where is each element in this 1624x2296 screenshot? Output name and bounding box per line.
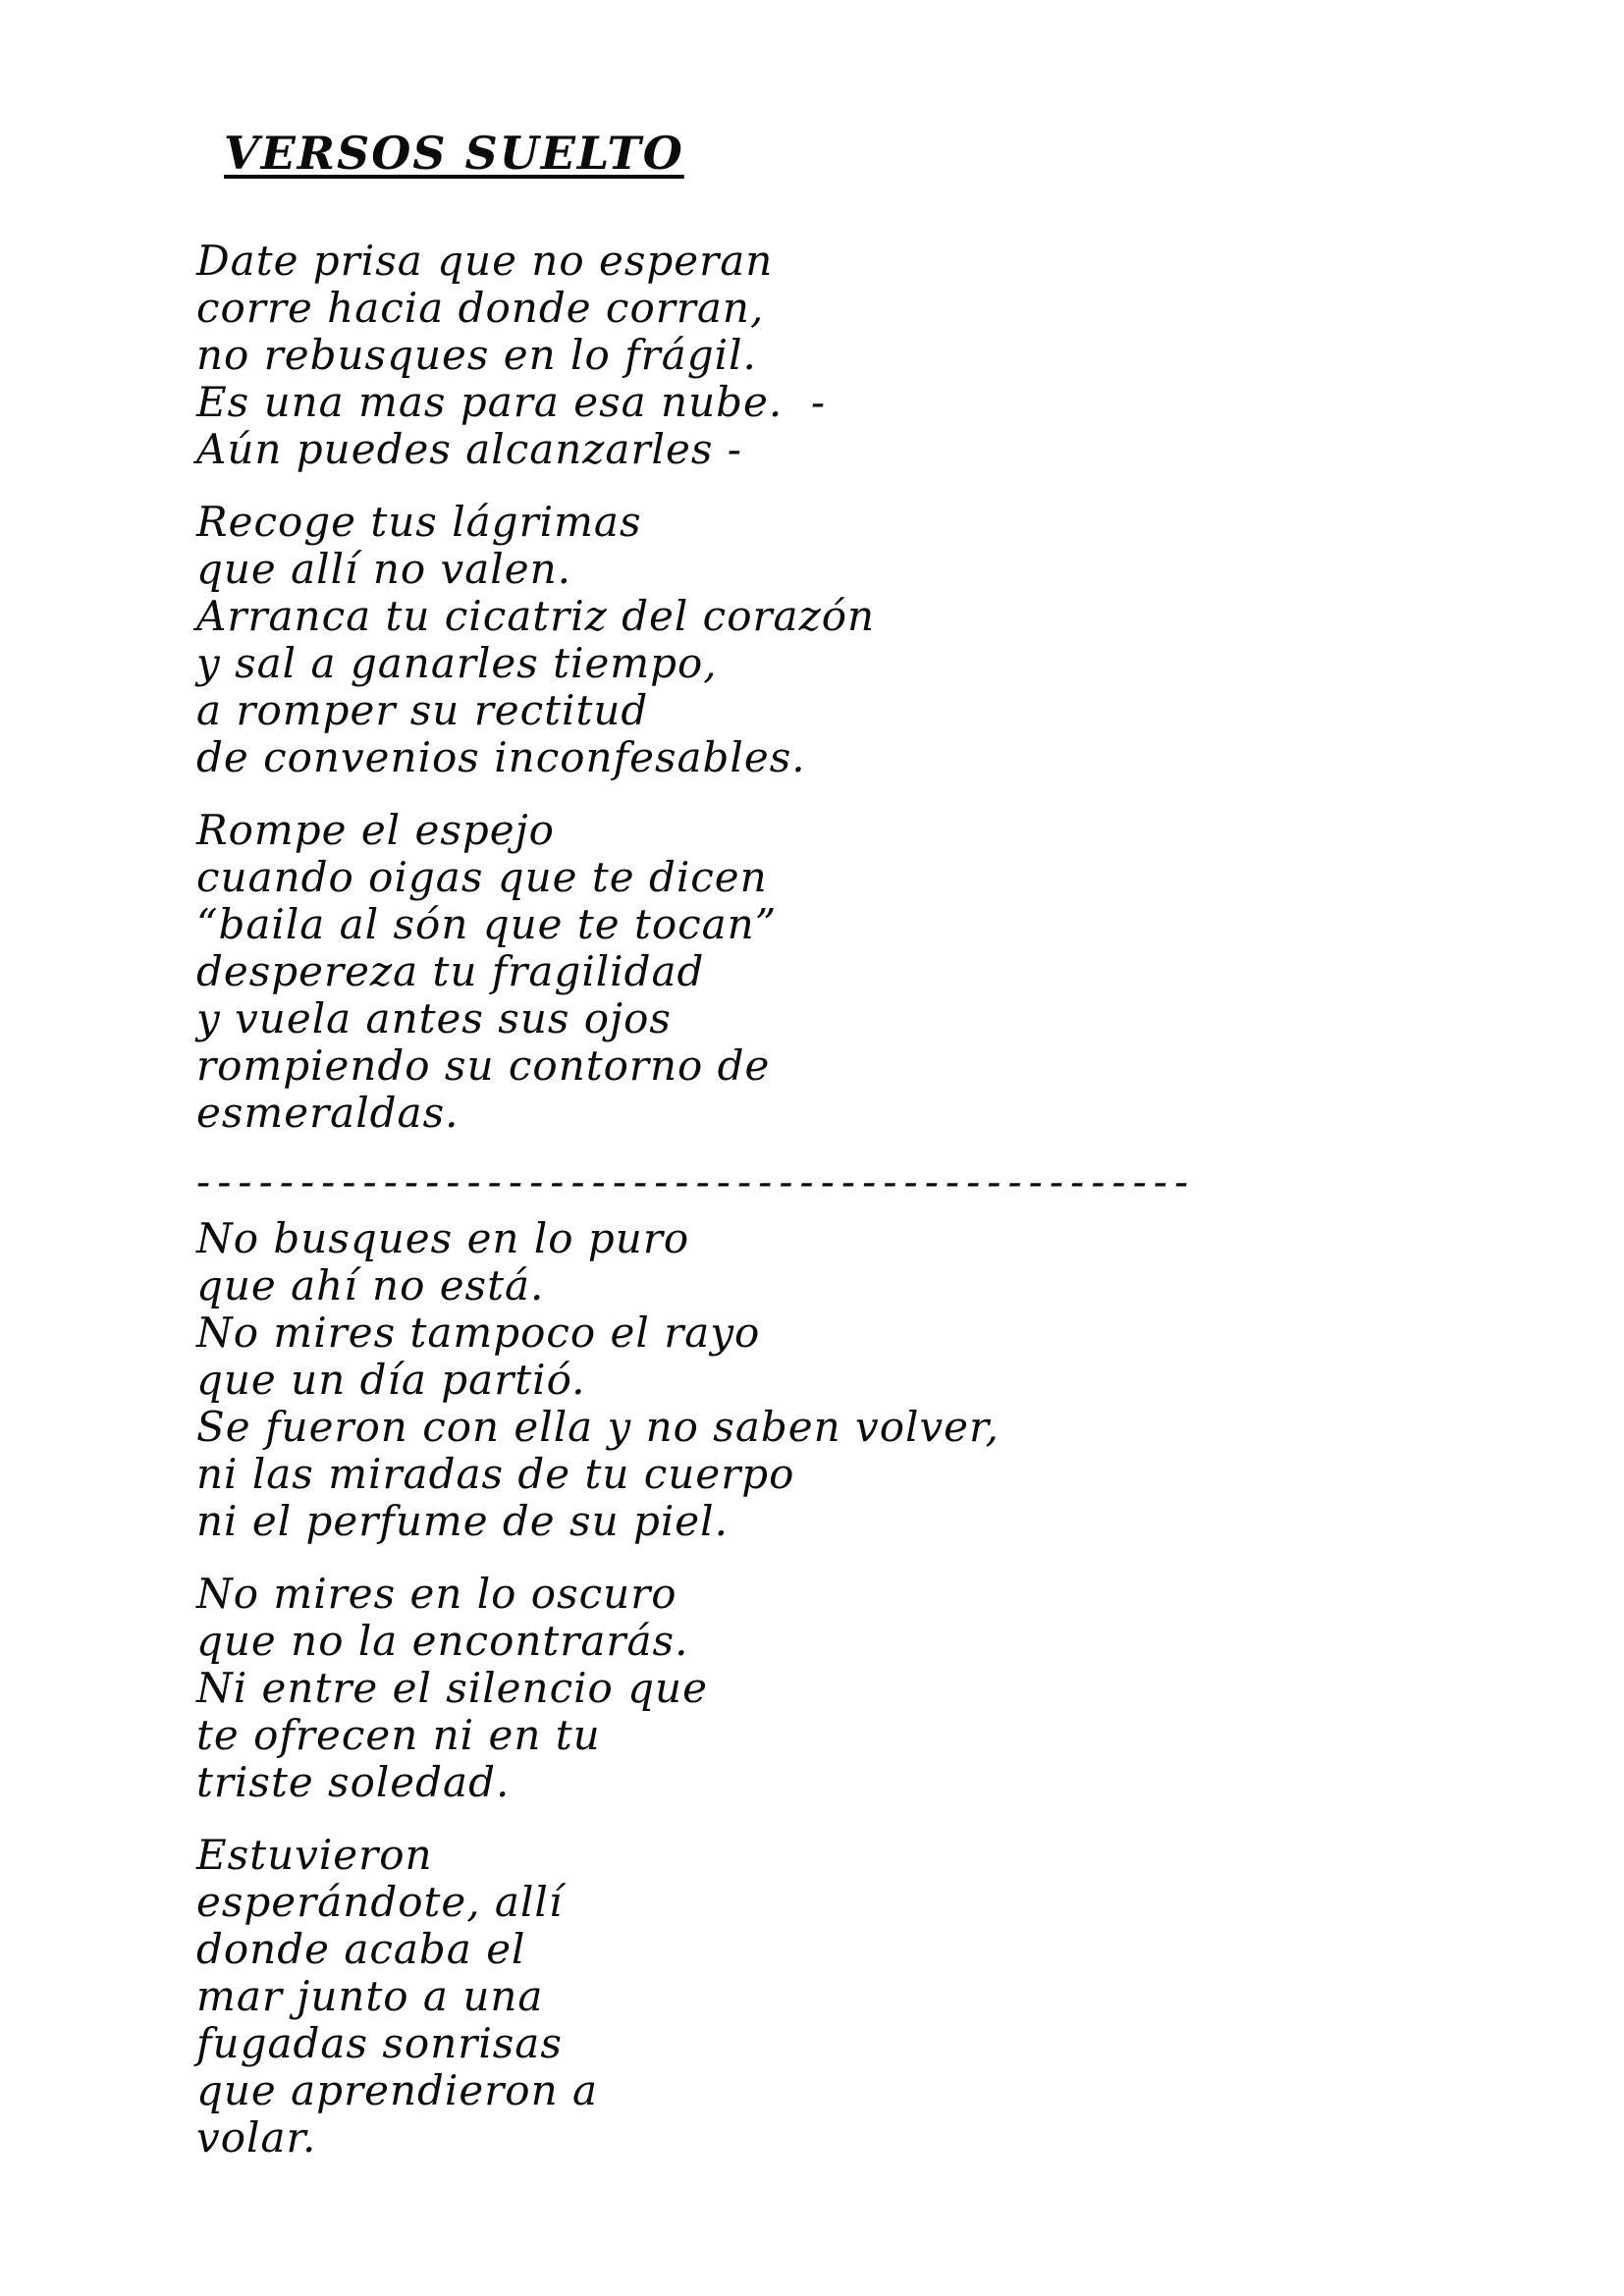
poem-line: esmeraldas. (196, 1089, 460, 1137)
poem-line: Date prisa que no esperan (196, 237, 774, 285)
poem-line: a romper su rectitud (196, 686, 649, 734)
stanza-1 (196, 238, 1565, 473)
poem-line: corre hacia donde corran, (196, 284, 765, 332)
poem-line: cuando oigas que te dicen (196, 853, 768, 901)
poem-line: donde acaba el (196, 1925, 526, 1973)
poem-line: ni el perfume de su piel. (196, 1497, 729, 1545)
poem-line: te ofrecen ni en tu (196, 1711, 601, 1759)
poem-line: Estuvieron (196, 1831, 433, 1879)
poem-line: que aprendieron a (196, 2066, 599, 2114)
stanza-3 (196, 807, 1565, 1137)
poem-line: Se fueron con ella y no saben volver, (196, 1403, 1000, 1451)
poem-line: que ahí no está. (196, 1261, 545, 1309)
poem-line: No mires tampoco el rayo (196, 1308, 761, 1357)
poem-line: de convenios inconfesables. (196, 733, 806, 781)
poem-line: que allí no valen. (196, 545, 571, 593)
poem-line: y sal a ganarles tiempo, (196, 639, 718, 687)
poem-line: ni las miradas de tu cuerpo (196, 1450, 795, 1498)
stanza-divider: ------------------------------------------------ (196, 1162, 1196, 1201)
poem-title: VERSOS SUELTO (224, 127, 684, 180)
poem-line: Recoge tus lágrimas (196, 498, 642, 546)
stanza-5 (196, 1571, 1565, 1806)
poem-line: Ni entre el silencio que (196, 1664, 708, 1712)
poem-line: mar junto a una (196, 1972, 544, 2020)
poem-line: No busques en lo puro (196, 1214, 690, 1262)
stanza-6 (196, 1832, 1565, 2162)
poem-line: fugadas sonrisas (196, 2019, 563, 2067)
poem-line: Es una mas para esa nube. - (196, 378, 827, 426)
poem-line: volar. (196, 2113, 317, 2162)
poem-line: que no la encontrarás. (196, 1617, 689, 1665)
poem-line: y vuela antes sus ojos (196, 994, 672, 1042)
poem-line: Arranca tu cicatriz del corazón (196, 592, 876, 640)
poem-line: Aún puedes alcanzarles - (196, 425, 742, 473)
poem-line: que un día partió. (196, 1356, 586, 1404)
poem-line: No mires en lo oscuro (196, 1570, 677, 1618)
poem-line: no rebusques en lo frágil. (196, 331, 757, 379)
stanza-2 (196, 499, 1565, 781)
poem-line: “baila al són que te tocan” (196, 900, 778, 948)
poem-line: esperándote, allí (196, 1878, 564, 1926)
poem-line: rompiendo su contorno de (196, 1041, 771, 1090)
poem-line: despereza tu fragilidad (196, 947, 705, 995)
poem-line: triste soledad. (196, 1758, 511, 1806)
poem-line: Rompe el espejo (196, 806, 555, 854)
stanza-4 (196, 1215, 1565, 1545)
